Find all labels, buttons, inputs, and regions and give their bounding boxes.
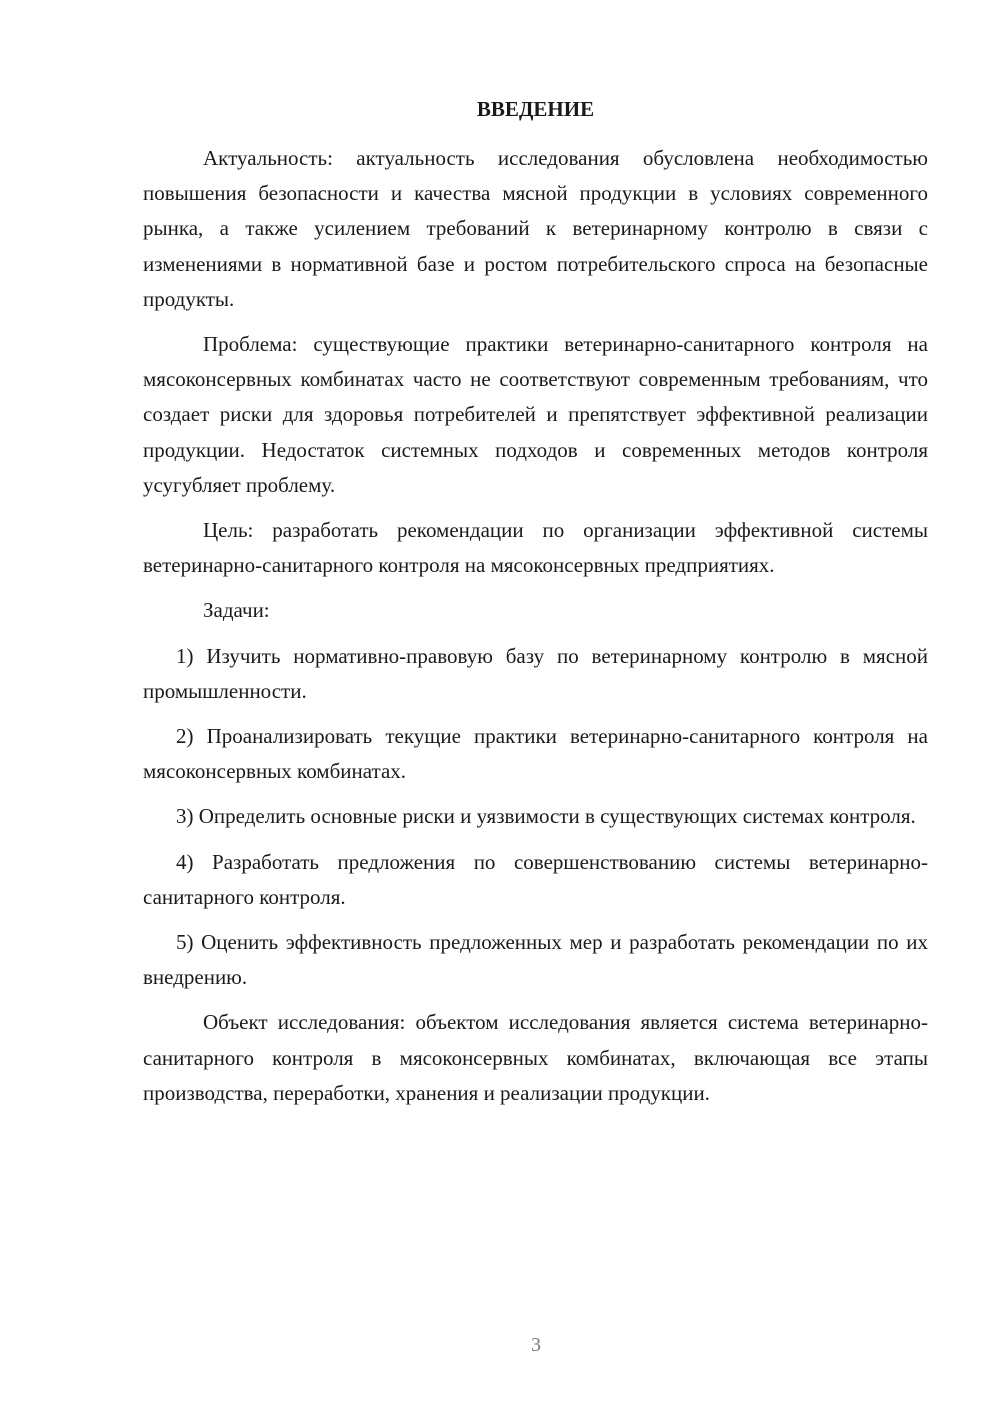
object-paragraph: Объект исследования: объектом исследования является система ветеринарно-санитарного контроля в мясоконсервных комбинатах, включающая все этапы производства, переработки, хранения и реализации продукции. bbox=[143, 1010, 928, 1105]
task-item-3: 3) Определить основные риски и уязвимости в существующих системах контроля. bbox=[176, 804, 916, 829]
document-page bbox=[143, 92, 928, 1121]
tasks-heading: Задачи: bbox=[203, 598, 270, 623]
problem-paragraph: Проблема: существующие практики ветеринарно-санитарного контроля на мясоконсервных комбинатах часто не соответствуют современным требованиям, что создает риски для здоровья потребителей и препятствует эффективной реализации продукции. Недостаток системных подходов и современных методов контроля усугубляет проблему. bbox=[143, 332, 928, 497]
task-item-4: 4) Разработать предложения по совершенствованию системы ветеринарно-санитарного контроля. bbox=[143, 849, 928, 909]
relevance-paragraph: Актуальность: актуальность исследования обусловлена необходимостью повышения безопасности и качества мясной продукции в условиях современного рынка, а также усилением требований к ветеринарному контролю в связи с изменениями в нормативной базе и ростом потребительского спроса на безопасные продукты. bbox=[143, 146, 928, 311]
task-item-1: 1) Изучить нормативно-правовую базу по ветеринарному контролю в мясной промышленности. bbox=[143, 643, 928, 703]
section-title: ВВЕДЕНИЕ bbox=[476, 97, 595, 121]
goal-paragraph: Цель: разработать рекомендации по организации эффективной системы ветеринарно-санитарного контроля на мясоконсервных предприятиях. bbox=[143, 518, 928, 578]
page-number: 3 bbox=[531, 1334, 541, 1356]
task-item-5: 5) Оценить эффективность предложенных мер и разработать рекомендации по их внедрению. bbox=[143, 930, 928, 990]
task-item-2: 2) Проанализировать текущие практики ветеринарно-санитарного контроля на мясоконсервных комбинатах. bbox=[143, 724, 928, 784]
